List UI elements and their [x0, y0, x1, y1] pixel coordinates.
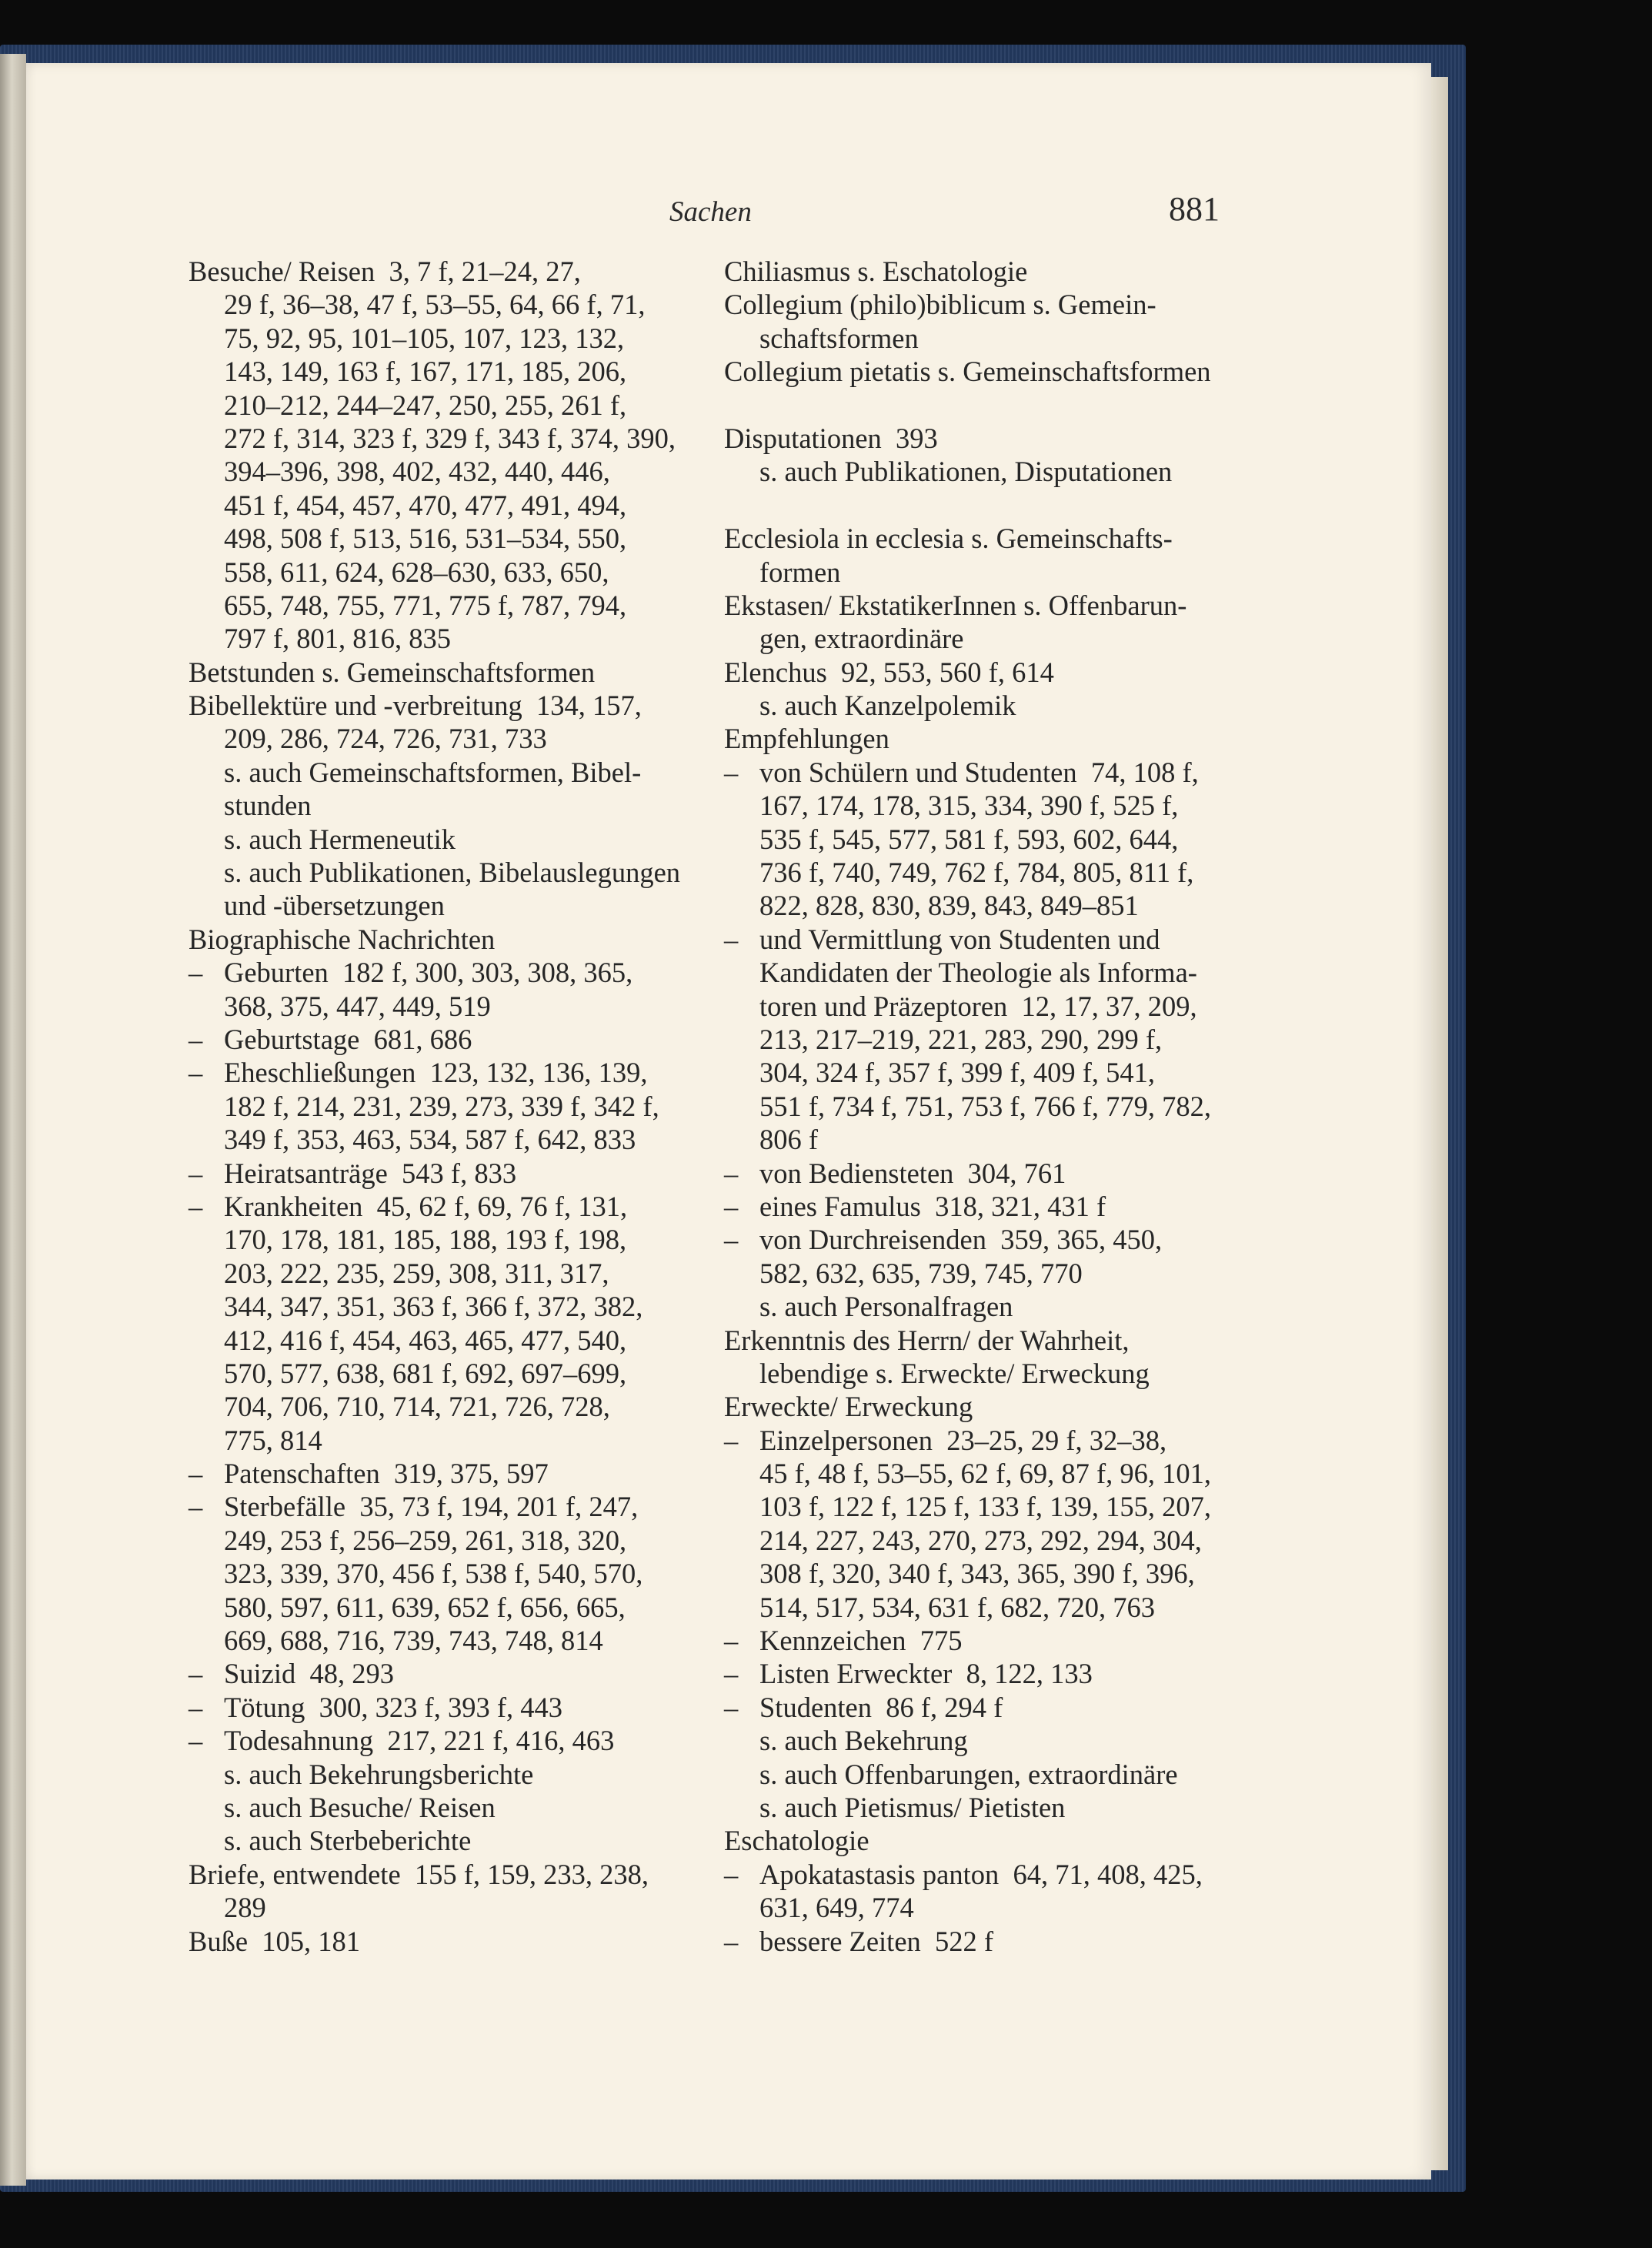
index-entry-continuation: 210–212, 244–247, 250, 255, 261 f,	[224, 389, 627, 421]
index-entry-continuation: 655, 748, 755, 771, 775 f, 787, 794,	[224, 589, 627, 621]
index-subentry: – Heiratsanträge 543 f, 833	[189, 1157, 727, 1190]
index-subentry: – von Schülern und Studenten 74, 108 f,	[724, 756, 1267, 789]
index-entry-continuation: 704, 706, 710, 714, 721, 726, 728,	[224, 1391, 610, 1423]
index-subentry: – Sterbefälle 35, 73 f, 194, 201 f, 247,	[189, 1490, 727, 1523]
index-subentry: – Einzelpersonen 23–25, 29 f, 32–38,	[724, 1424, 1267, 1457]
index-entry-continuation: 535 f, 545, 577, 581 f, 593, 602, 644,	[759, 823, 1179, 855]
index-entry: Disputationen 393	[724, 422, 938, 454]
index-entry-continuation: s. auch Bekehrungsberichte	[224, 1758, 534, 1790]
index-entry-continuation: 170, 178, 181, 185, 188, 193 f, 198,	[224, 1224, 627, 1256]
index-subentry: – Todesahnung 217, 221 f, 416, 463	[189, 1724, 727, 1757]
index-entry-continuation: 213, 217–219, 221, 283, 290, 299 f,	[759, 1023, 1163, 1055]
index-entry-continuation: 182 f, 214, 231, 239, 273, 339 f, 342 f,	[224, 1090, 659, 1122]
index-entry: Ecclesiola in ecclesia s. Gemeinschafts-	[724, 523, 1173, 555]
index-entry: Erkenntnis des Herrn/ der Wahrheit,	[724, 1324, 1130, 1356]
index-entry: Biographische Nachrichten	[189, 923, 496, 955]
index-entry-continuation: 631, 649, 774	[759, 1892, 914, 1924]
index-entry-continuation: 349 f, 353, 463, 534, 587 f, 642, 833	[224, 1124, 636, 1156]
index-entry-continuation: 272 f, 314, 323 f, 329 f, 343 f, 374, 390,	[224, 422, 676, 454]
index-entry-continuation: und -übersetzungen	[224, 890, 445, 922]
index-subentry: – Suizid 48, 293	[189, 1657, 727, 1690]
index-subentry: – Tötung 300, 323 f, 393 f, 443	[189, 1691, 727, 1724]
running-head-title: Sachen	[669, 196, 752, 228]
index-entry: Collegium pietatis s. Gemeinschaftsformen	[724, 356, 1211, 388]
index-entry-continuation: 103 f, 122 f, 125 f, 133 f, 139, 155, 207,	[759, 1491, 1211, 1523]
index-entry-continuation: s. auch Pietismus/ Pietisten	[759, 1791, 1066, 1823]
blank-line	[724, 389, 1267, 422]
index-entry-continuation: s. auch Hermeneutik	[224, 823, 456, 855]
index-entry-continuation: s. auch Besuche/ Reisen	[224, 1791, 496, 1823]
index-entry-continuation: gen, extraordinäre	[759, 623, 964, 655]
index-subentry: – Eheschließungen 123, 132, 136, 139,	[189, 1056, 727, 1089]
index-entry-continuation: 289	[224, 1892, 266, 1924]
index-subentry: – eines Famulus 318, 321, 431 f	[724, 1190, 1267, 1223]
index-entry-continuation: lebendige s. Erweckte/ Erweckung	[759, 1357, 1150, 1389]
index-entry: Eschatologie	[724, 1825, 869, 1857]
index-entry-continuation: 797 f, 801, 816, 835	[224, 623, 452, 655]
index-entry-continuation: Kandidaten der Theologie als Informa-	[759, 957, 1197, 989]
index-entry-continuation: 323, 339, 370, 456 f, 538 f, 540, 570,	[224, 1558, 643, 1590]
index-entry-continuation: schaftsformen	[759, 322, 919, 354]
index-entry-continuation: 412, 416 f, 454, 463, 465, 477, 540,	[224, 1324, 627, 1356]
index-column-right	[724, 255, 1267, 1958]
index-entry: Empfehlungen	[724, 723, 889, 755]
index-entry-continuation: 582, 632, 635, 739, 745, 770	[759, 1257, 1083, 1289]
index-entry-continuation: s. auch Bekehrung	[759, 1725, 968, 1757]
page-edge-right	[1431, 77, 1448, 2170]
index-entry: Briefe, entwendete 155 f, 159, 233, 238,	[189, 1858, 649, 1890]
index-subentry: – Kennzeichen 775	[724, 1624, 1267, 1657]
index-entry-continuation: 344, 347, 351, 363 f, 366 f, 372, 382,	[224, 1291, 643, 1323]
index-entry: Besuche/ Reisen 3, 7 f, 21–24, 27,	[189, 256, 581, 287]
page-edge-left	[0, 54, 26, 2186]
index-entry-continuation: s. auch Personalfragen	[759, 1291, 1013, 1323]
index-entry: Buße 105, 181	[189, 1925, 361, 1957]
index-entry-continuation: 551 f, 734 f, 751, 753 f, 766 f, 779, 782,	[759, 1090, 1211, 1122]
index-entry-continuation: 570, 577, 638, 681 f, 692, 697–699,	[224, 1357, 627, 1389]
index-entry-continuation: s. auch Publikationen, Disputationen	[759, 456, 1173, 488]
index-entry-continuation: 45 f, 48 f, 53–55, 62 f, 69, 87 f, 96, 101,	[759, 1458, 1211, 1490]
index-entry-continuation: 498, 508 f, 513, 516, 531–534, 550,	[224, 523, 627, 555]
index-subentry: – Patenschaften 319, 375, 597	[189, 1457, 727, 1490]
index-entry: Elenchus 92, 553, 560 f, 614	[724, 656, 1054, 688]
index-entry-continuation: 394–396, 398, 402, 432, 440, 446,	[224, 456, 610, 488]
index-subentry: – bessere Zeiten 522 f	[724, 1925, 1267, 1958]
index-entry-continuation: 558, 611, 624, 628–630, 633, 650,	[224, 556, 609, 588]
index-subentry: – Listen Erweckter 8, 122, 133	[724, 1657, 1267, 1690]
index-entry-continuation: 451 f, 454, 457, 470, 477, 491, 494,	[224, 489, 627, 521]
index-entry-continuation: 736 f, 740, 749, 762 f, 784, 805, 811 f,	[759, 857, 1194, 889]
index-entry-continuation: s. auch Publikationen, Bibelauslegungen	[224, 857, 681, 889]
index-entry-continuation: 308 f, 320, 340 f, 343, 365, 390 f, 396,	[759, 1558, 1195, 1590]
index-entry-continuation: 822, 828, 830, 839, 843, 849–851	[759, 890, 1139, 922]
index-entry-continuation: formen	[759, 556, 841, 588]
index-subentry: – und Vermittlung von Studenten und	[724, 923, 1267, 956]
index-entry: Ekstasen/ EkstatikerInnen s. Offenbarun-	[724, 589, 1187, 621]
index-entry-continuation: 580, 597, 611, 639, 652 f, 656, 665,	[224, 1591, 626, 1623]
index-subentry: – Krankheiten 45, 62 f, 69, 76 f, 131,	[189, 1190, 727, 1223]
index-entry-continuation: 209, 286, 724, 726, 731, 733	[224, 723, 547, 755]
index-entry: Betstunden s. Gemeinschaftsformen	[189, 656, 596, 688]
index-entry-continuation: s. auch Kanzelpolemik	[759, 690, 1016, 722]
index-entry-continuation: stunden	[224, 790, 312, 822]
index-subentry: – Geburten 182 f, 300, 303, 308, 365,	[189, 956, 727, 989]
index-entry: Collegium (philo)biblicum s. Gemein-	[724, 289, 1156, 321]
index-subentry: – von Bediensteten 304, 761	[724, 1157, 1267, 1190]
index-entry-continuation: s. auch Gemeinschaftsformen, Bibel-	[224, 756, 642, 788]
index-entry-continuation: 775, 814	[224, 1424, 322, 1456]
index-entry-continuation: 203, 222, 235, 259, 308, 311, 317,	[224, 1257, 609, 1289]
index-entry: Bibellektüre und -verbreitung 134, 157,	[189, 690, 642, 722]
index-entry-continuation: 214, 227, 243, 270, 273, 292, 294, 304,	[759, 1524, 1202, 1556]
index-entry-continuation: 304, 324 f, 357 f, 399 f, 409 f, 541,	[759, 1057, 1155, 1089]
index-entry-continuation: 368, 375, 447, 449, 519	[224, 990, 491, 1022]
index-entry-continuation: 249, 253 f, 256–259, 261, 318, 320,	[224, 1524, 627, 1556]
index-subentry: – von Durchreisenden 359, 365, 450,	[724, 1223, 1267, 1256]
index-subentry: – Geburtstage 681, 686	[189, 1023, 727, 1056]
index-entry-continuation: s. auch Offenbarungen, extraordinäre	[759, 1758, 1178, 1790]
index-subentry: – Apokatastasis panton 64, 71, 408, 425,	[724, 1858, 1267, 1891]
index-column-left	[189, 255, 727, 1958]
index-entry-continuation: 29 f, 36–38, 47 f, 53–55, 64, 66 f, 71,	[224, 289, 646, 321]
index-entry-continuation: 167, 174, 178, 315, 334, 390 f, 525 f,	[759, 790, 1179, 822]
index-entry-continuation: 806 f	[759, 1124, 819, 1156]
index-entry-continuation: 514, 517, 534, 631 f, 682, 720, 763	[759, 1591, 1156, 1623]
index-entry-continuation: 75, 92, 95, 101–105, 107, 123, 132,	[224, 322, 625, 354]
index-entry: Chiliasmus s. Eschatologie	[724, 256, 1028, 287]
index-entry: Erweckte/ Erweckung	[724, 1391, 973, 1423]
index-entry-continuation: 143, 149, 163 f, 167, 171, 185, 206,	[224, 356, 627, 388]
index-subentry: – Studenten 86 f, 294 f	[724, 1691, 1267, 1724]
index-entry-continuation: s. auch Sterbeberichte	[224, 1825, 472, 1857]
page-number: 881	[1169, 190, 1220, 228]
blank-line	[724, 489, 1267, 522]
index-entry-continuation: 669, 688, 716, 739, 743, 748, 814	[224, 1625, 603, 1657]
index-entry-continuation: toren und Präzeptoren 12, 17, 37, 209,	[759, 990, 1197, 1022]
